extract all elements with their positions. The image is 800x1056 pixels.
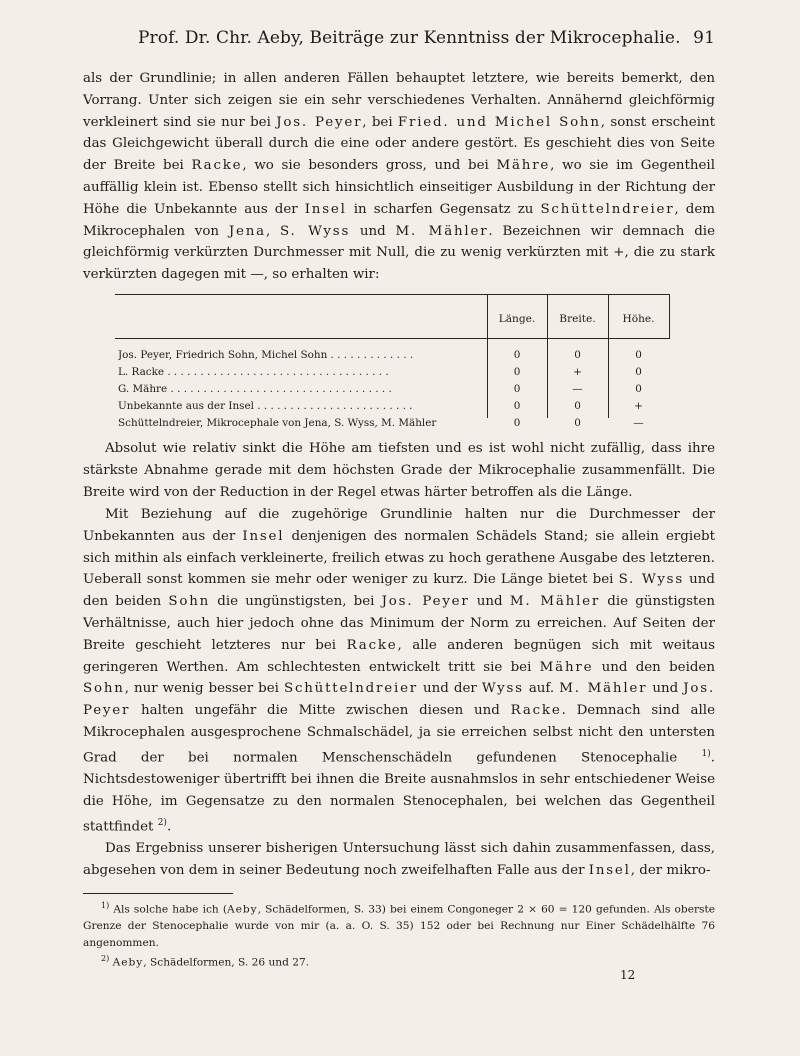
cell-hoehe: 0 <box>635 383 642 395</box>
person-name: Jos. Peyer <box>381 594 470 610</box>
text-span: halten ungefähr die Mitte zwischen diesen und <box>130 703 511 719</box>
footnotes <box>83 898 715 971</box>
person-name: Jos. Peyer <box>83 681 715 719</box>
person-name: S. Wyss <box>618 572 685 588</box>
cell-laenge: 0 <box>513 383 521 395</box>
table-row <box>115 366 670 382</box>
column-header-breite: Breite. <box>559 313 596 325</box>
row-label: G. Mähre . . . . . . . . . . . . . . . . . . . . . . . . . . . . . . . . . . <box>118 383 392 395</box>
text-span: und den beiden <box>83 572 715 610</box>
place-name: Insel <box>588 862 631 878</box>
row-label: Unbekannte aus der Insel . . . . . . . . . . . . . . . . . . . . . . . . <box>118 400 413 412</box>
cell-laenge: 0 <box>513 366 521 378</box>
text-span: und den beiden <box>593 659 715 675</box>
table-header-rule <box>115 338 670 339</box>
text-span: , Schädelformen, S. 33) bei einem Congoneger 2 × 60 = 120 gefunden. Als oberste Grenze der Stenocephalie wurde von mir (a. a. O. S. 35) 152 oder bei Rechnung nur Einer Schädelhälfte 76 angenommen. <box>83 903 715 949</box>
place-name: Insel <box>242 528 285 544</box>
text-span: , alle anderen begnügen sich mit weitaus geringeren Werthen. Am schlechtesten entwickelt tritt sie bei <box>83 637 715 675</box>
table-top-rule <box>115 294 670 295</box>
body-paragraph-2 <box>83 438 715 503</box>
text-span: . Bezeichnen wir demnach die gleichförmig verkürzten Durchmesser mit Null, die zu wenig verkürzten mit +, die zu stark verkürzten dagegen mit —, so erhalten wir: <box>83 223 715 283</box>
signature-mark: 12 <box>620 968 636 982</box>
text-span: die günstigsten Verhältnisse, auch hier jedoch ohne das Minimum der Norm zu erreichen. Auf Seiten der Breite geschieht letzteres nur bei <box>83 594 715 653</box>
table-row <box>115 417 670 433</box>
footnote-mark: 1) <box>101 901 110 910</box>
footnote-ref: 2) <box>157 817 167 828</box>
person-name: Schüttelndreier <box>540 201 675 217</box>
text-span: und der <box>418 681 482 697</box>
paragraph-1 <box>83 68 715 286</box>
row-label: Jos. Peyer, Friedrich Sohn, Michel Sohn . . . . . . . . . . . . . <box>118 349 414 361</box>
cell-breite: 0 <box>574 400 581 412</box>
person-name: Schüttelndreier <box>283 681 418 697</box>
text-span: denjenigen des normalen Schädels Stand; sie allein ergiebt sich mithin als einfach verkleinerte, freilich etwas zu hoch gerathene Ausgabe des letzteren. Ueberall sonst kommen sie mehr oder weniger zu kurz. Die Länge bietet bei <box>83 528 716 588</box>
table-row <box>115 400 670 416</box>
person-name: Sohn <box>168 594 211 610</box>
person-name: M. Mähler <box>395 223 489 239</box>
text-span: , der mikro- <box>630 862 711 878</box>
text-span: und <box>469 594 510 610</box>
cell-breite: 0 <box>574 417 581 429</box>
cell-hoehe: 0 <box>635 366 642 378</box>
running-header <box>83 28 715 52</box>
cell-laenge: 0 <box>513 400 521 412</box>
paragraph-4 <box>83 838 715 882</box>
person-name: Fried. und Michel Sohn <box>397 114 601 130</box>
row-label: Schüttelndreier, Mikrocephale von Jena, S. Wyss, M. Mähler <box>118 417 437 429</box>
cell-hoehe: — <box>633 417 644 429</box>
text-span: , nur wenig besser bei <box>124 681 284 697</box>
person-name: S. Wyss <box>280 223 351 239</box>
text-span: . Nichtsdestoweniger übertrifft bei ihnen die Breite ausnahmslos in sehr entschiedener Weise die Höhe, im Gegensatze zu den normalen Stenocephalen, bei welchen das Gegentheil stattfindet <box>83 750 715 835</box>
cell-breite: 0 <box>574 349 581 361</box>
cell-laenge: 0 <box>513 349 521 361</box>
row-label: L. Racke . . . . . . . . . . . . . . . . . . . . . . . . . . . . . . . . . . <box>118 366 389 378</box>
text-span: , wo sie besonders gross, und bei <box>242 158 497 174</box>
person-name: Jos. Peyer <box>276 114 363 130</box>
cell-hoehe: 0 <box>635 349 642 361</box>
text-span: , bei <box>362 114 398 130</box>
text-span: und <box>350 223 396 239</box>
cell-breite: — <box>572 383 583 395</box>
cell-hoehe: + <box>634 400 643 412</box>
cell-breite: + <box>573 366 582 378</box>
text-span: in scharfen Gegensatz zu <box>346 201 541 217</box>
text-span: , wo sie im Gegentheil auffällig klein ist. Ebenso stellt sich hinsichtlich einseitiger Ausbildung in der Richtung der Höhe die Unbekannte aus der <box>83 158 715 217</box>
text-span: auf. <box>523 681 560 697</box>
person-name: M. Mähler <box>509 594 601 610</box>
column-divider <box>669 294 670 338</box>
author-name: Aeby <box>112 956 144 969</box>
cell-laenge: 0 <box>513 417 521 429</box>
text-span: , sonst erscheint das Gleichgewicht überall durch die eine oder andere gestört. Es geschieht dies von Seite der Breite bei <box>83 114 715 174</box>
person-name: Wyss <box>481 681 524 697</box>
text-span: , dem Mikrocephalen von <box>83 201 715 239</box>
paragraph-2: Absolut wie relativ sinkt die Höhe am tiefsten und es ist wohl nicht zufällig, dass ihre stärkste Abnahme gerade mit dem höchsten Grade der Mikrocephalie zusammenfällt. Die Breite wird von der Reduction in der Regel etwas härter betroffen als die Länge. <box>83 441 715 500</box>
body-paragraph-3 <box>83 504 715 881</box>
place-name: Jena <box>228 223 266 239</box>
text-span: . Demnach sind alle Mikrocephalen ausgesprochene Schmalschädel, ja sie erreichen selbst nicht den untersten Grad der bei normalen Menschenschädeln gefundenen Stenocephalie <box>83 703 715 766</box>
comparison-table <box>115 294 670 429</box>
footnote-1 <box>83 898 715 951</box>
person-name: Sohn <box>83 681 125 697</box>
text-span: Als solche habe ich ( <box>109 903 227 916</box>
footnote-ref: 1) <box>701 748 711 759</box>
text-span: Mit Beziehung auf die zugehörige Grundlinie halten nur die Durchmesser der Unbekannten aus der <box>83 507 715 544</box>
footnote-mark: 2) <box>101 954 110 964</box>
page-number: 91 <box>693 28 715 48</box>
header-title: Prof. Dr. Chr. Aeby, Beiträge zur Kenntniss der Mikrocephalie. <box>138 28 681 48</box>
person-name: Mähre <box>539 659 594 675</box>
person-name: M. Mähler <box>559 681 648 697</box>
footnote-rule <box>83 893 233 894</box>
text-span: , Schädelformen, S. 26 und 27. <box>143 956 310 969</box>
text-span: Das Ergebniss unserer bisherigen Untersuchung lässt sich dahin zusammenfassen, dass, abgesehen von dem in seiner Bedeutung noch zweifelhaften Falle aus der <box>83 840 715 878</box>
person-name: Racke <box>191 158 243 174</box>
text-span: und <box>647 681 684 697</box>
text-span: als der Grundlinie; in allen anderen Fällen behauptet letztere, wie bereits bemerkt, den Vorrang. Unter sich zeigen sie ein sehr verschiedenes Verhalten. Annähernd gleichförmig verkleinert sind sie nur bei <box>83 71 715 130</box>
text-span: , <box>265 223 280 239</box>
person-name: Mähre <box>496 158 551 174</box>
paragraph-3 <box>83 504 715 838</box>
person-name: Racke <box>346 637 398 653</box>
table-row <box>115 349 670 365</box>
column-header-laenge: Länge. <box>498 313 536 325</box>
text-span: die ungünstigsten, bei <box>210 594 382 610</box>
table-row <box>115 383 670 399</box>
place-name: Insel <box>304 201 347 217</box>
author-name: Aeby <box>226 903 258 916</box>
text-span: . <box>166 819 172 835</box>
person-name: Racke <box>510 703 562 719</box>
column-header-hoehe: Höhe. <box>622 313 655 325</box>
body-paragraph-1 <box>83 68 715 286</box>
